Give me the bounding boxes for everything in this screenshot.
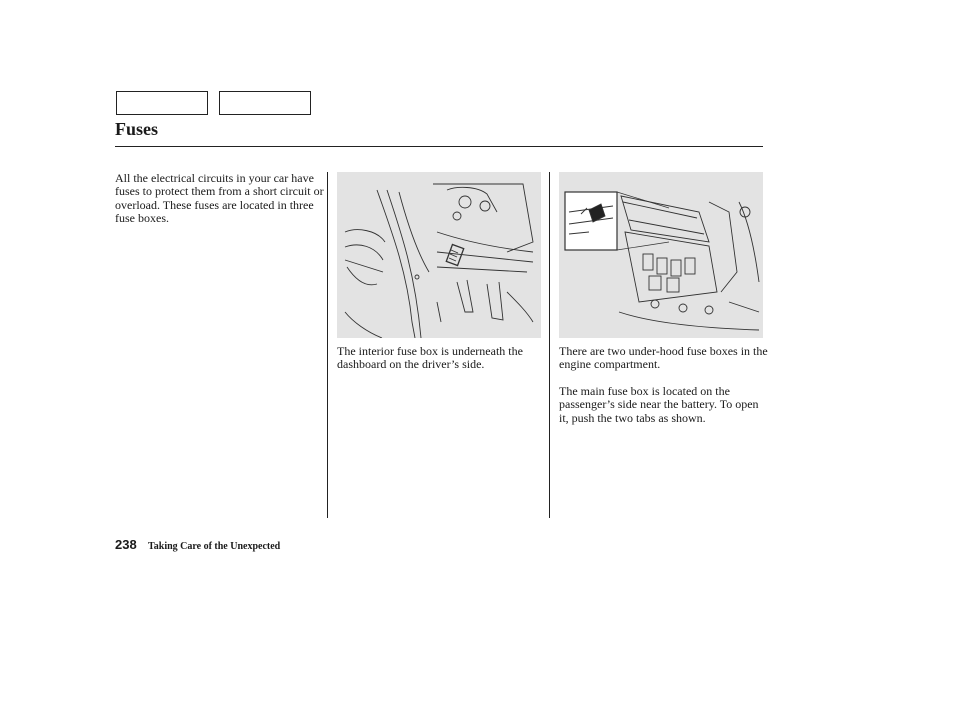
column-divider — [327, 172, 328, 518]
interior-caption: The interior fuse box is underneath the dashboard on the driver’s side. — [337, 344, 523, 372]
main-fuse-box-text: The main fuse box is located on the passenger’s side near the battery. To open it, push the two tabs as shown. — [559, 384, 759, 425]
interior-fuse-box-illustration — [337, 172, 541, 338]
underhood-caption: There are two under-hood fuse boxes in the engine compartment. — [559, 344, 768, 372]
page-number: 238 — [115, 537, 137, 552]
intro-paragraph: All the electrical circuits in your car have fuses to protect them from a short circuit or overload. These fuses are located in three fuse boxes. — [115, 171, 324, 226]
nav-tab-next[interactable] — [219, 91, 311, 115]
section-title: Taking Care of the Unexpected — [148, 541, 281, 552]
underhood-fuse-box-illustration — [559, 172, 763, 338]
page-title: Fuses — [115, 119, 159, 139]
nav-tab-previous[interactable] — [116, 91, 208, 115]
title-rule — [115, 146, 763, 147]
column-divider — [549, 172, 550, 518]
